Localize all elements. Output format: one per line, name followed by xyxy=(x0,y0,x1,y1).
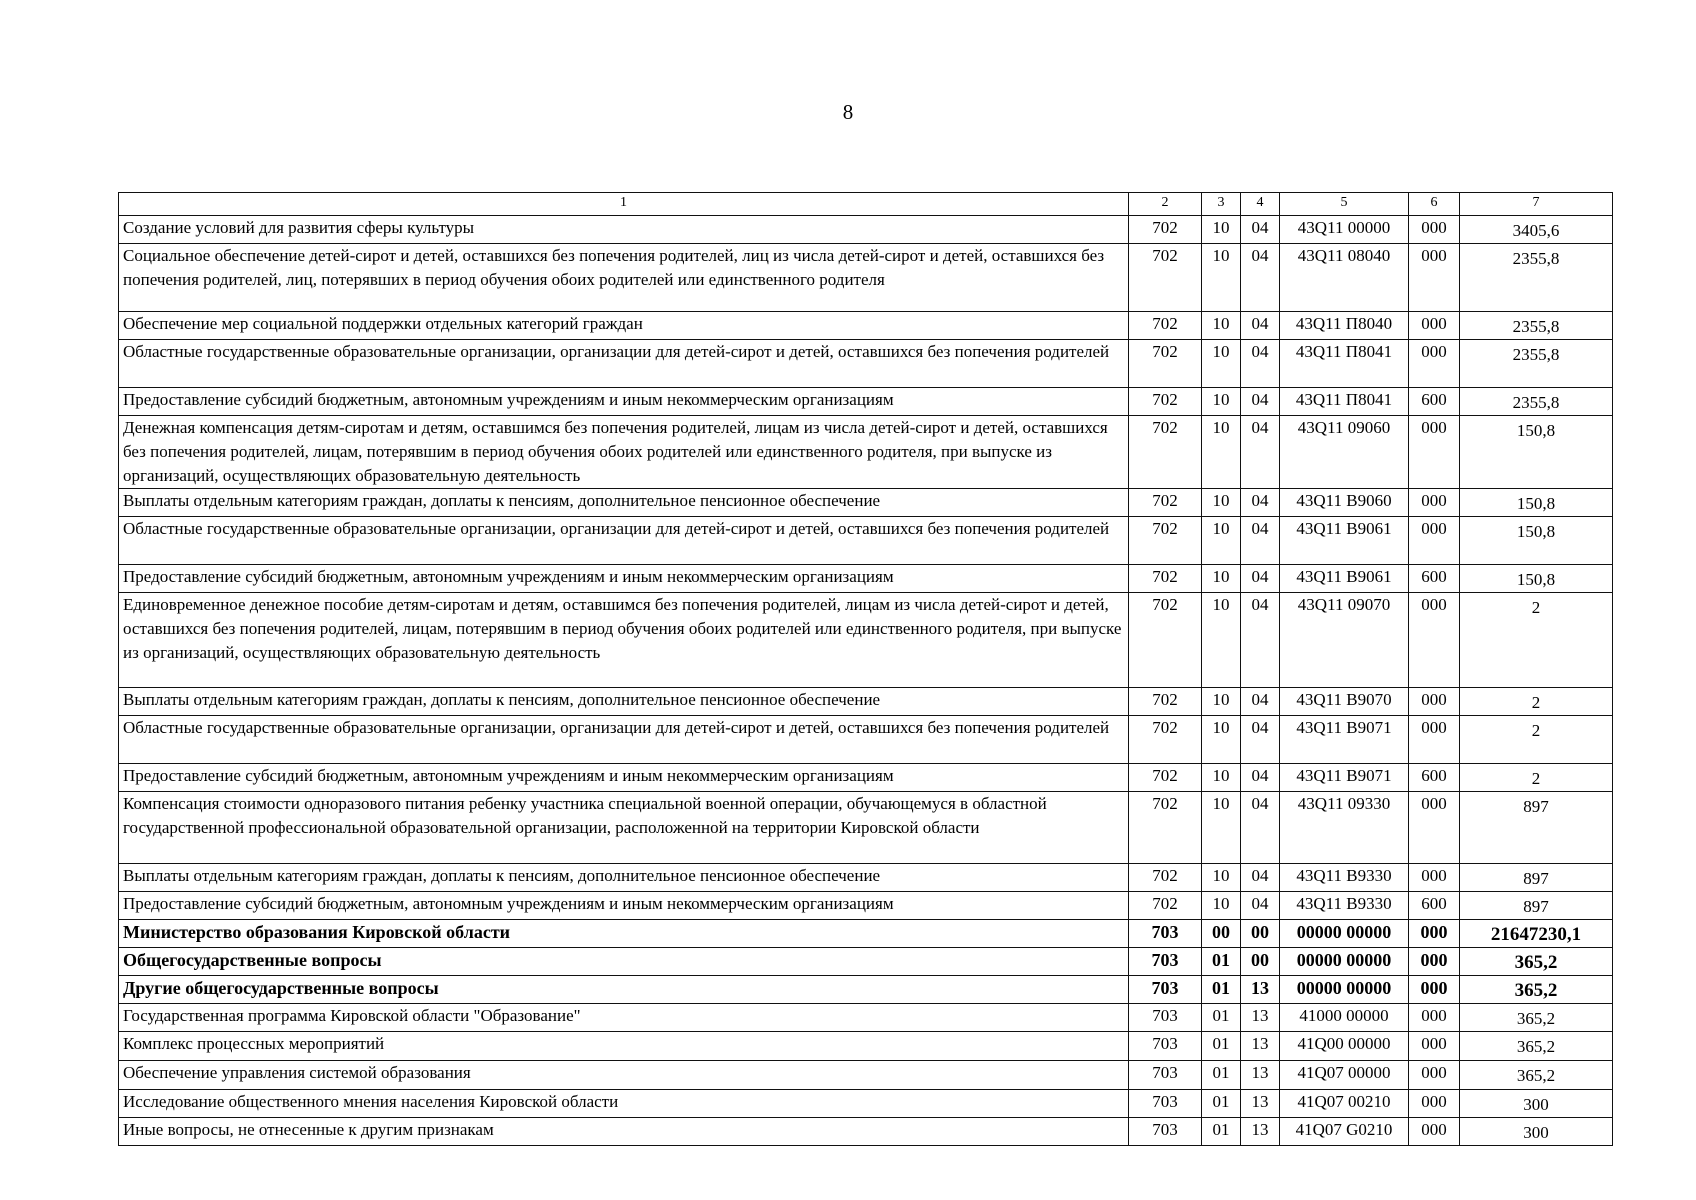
code-4: 04 xyxy=(1241,244,1280,312)
code-3: 01 xyxy=(1202,1090,1241,1118)
table-row xyxy=(119,948,1613,976)
code-5: 43Q11 08040 xyxy=(1280,244,1409,312)
code-4: 04 xyxy=(1241,792,1280,864)
code-4: 04 xyxy=(1241,688,1280,716)
code-6: 000 xyxy=(1409,593,1460,688)
amount: 150,8 xyxy=(1460,489,1613,517)
row-name: Комплекс процессных мероприятий xyxy=(119,1032,1129,1061)
code-2: 702 xyxy=(1129,312,1202,340)
row-name: Областные государственные образовательные организации, организации для детей-сирот и детей, оставшихся без попечения родителей xyxy=(119,517,1129,565)
code-2: 702 xyxy=(1129,517,1202,565)
header-cell-2: 2 xyxy=(1129,193,1202,216)
code-3: 10 xyxy=(1202,688,1241,716)
table-row xyxy=(119,388,1613,416)
code-6: 000 xyxy=(1409,416,1460,489)
code-3: 01 xyxy=(1202,976,1241,1004)
table-row xyxy=(119,764,1613,792)
code-2: 703 xyxy=(1129,976,1202,1004)
code-2: 702 xyxy=(1129,416,1202,489)
code-4: 04 xyxy=(1241,517,1280,565)
table-row xyxy=(119,244,1613,312)
row-name: Обеспечение управления системой образования xyxy=(119,1061,1129,1090)
table-row xyxy=(119,920,1613,948)
amount: 21647230,1 xyxy=(1460,920,1613,948)
code-5: 43Q11 В9061 xyxy=(1280,517,1409,565)
code-4: 04 xyxy=(1241,764,1280,792)
table-row xyxy=(119,1090,1613,1118)
code-6: 000 xyxy=(1409,340,1460,388)
row-name: Областные государственные образовательные организации, организации для детей-сирот и детей, оставшихся без попечения родителей xyxy=(119,716,1129,764)
code-3: 10 xyxy=(1202,892,1241,920)
code-3: 01 xyxy=(1202,1061,1241,1090)
code-2: 702 xyxy=(1129,388,1202,416)
code-6: 000 xyxy=(1409,716,1460,764)
code-2: 702 xyxy=(1129,792,1202,864)
code-3: 01 xyxy=(1202,948,1241,976)
row-name: Государственная программа Кировской области "Образование" xyxy=(119,1004,1129,1032)
code-3: 10 xyxy=(1202,792,1241,864)
row-name: Компенсация стоимости одноразового питания ребенку участника специальной военной операции, обучающемуся в областной государственной профессиональной образовательной организации, расположенной на территории Кировской области xyxy=(119,792,1129,864)
code-2: 702 xyxy=(1129,489,1202,517)
code-4: 04 xyxy=(1241,340,1280,388)
row-name: Иные вопросы, не отнесенные к другим признакам xyxy=(119,1118,1129,1146)
code-4: 00 xyxy=(1241,920,1280,948)
code-5: 43Q11 В9071 xyxy=(1280,716,1409,764)
amount: 300 xyxy=(1460,1090,1613,1118)
row-name: Предоставление субсидий бюджетным, автономным учреждениям и иным некоммерческим организациям xyxy=(119,565,1129,593)
code-6: 000 xyxy=(1409,948,1460,976)
amount: 2 xyxy=(1460,764,1613,792)
code-6: 000 xyxy=(1409,312,1460,340)
row-name: Общегосударственные вопросы xyxy=(119,948,1129,976)
code-4: 00 xyxy=(1241,948,1280,976)
code-4: 13 xyxy=(1241,1090,1280,1118)
code-6: 600 xyxy=(1409,892,1460,920)
table-row xyxy=(119,312,1613,340)
code-4: 04 xyxy=(1241,593,1280,688)
amount: 365,2 xyxy=(1460,976,1613,1004)
code-5: 00000 00000 xyxy=(1280,920,1409,948)
table-row xyxy=(119,1061,1613,1090)
row-name: Социальное обеспечение детей-сирот и детей, оставшихся без попечения родителей, лиц из числа детей-сирот и детей, оставшихся без попечения родителей, лиц, потерявших в период обучения обоих родителей или единственного родителя xyxy=(119,244,1129,312)
code-3: 01 xyxy=(1202,1032,1241,1061)
code-3: 10 xyxy=(1202,565,1241,593)
amount: 365,2 xyxy=(1460,1032,1613,1061)
code-6: 000 xyxy=(1409,1004,1460,1032)
row-name: Единовременное денежное пособие детям-сиротам и детям, оставшимся без попечения родителей, лицам из числа детей-сирот и детей, оставшихся без попечения родителей, лицам, потерявшим в период обучения обоих родителей или единственного родителя, при выпуске из организаций, осуществляющих образовательную деятельность xyxy=(119,593,1129,688)
header-cell-7: 7 xyxy=(1460,193,1613,216)
code-2: 703 xyxy=(1129,920,1202,948)
table-row xyxy=(119,1118,1613,1146)
code-2: 702 xyxy=(1129,565,1202,593)
code-5: 43Q11 В9060 xyxy=(1280,489,1409,517)
code-5: 41Q07 00000 xyxy=(1280,1061,1409,1090)
row-name: Выплаты отдельным категориям граждан, доплаты к пенсиям, дополнительное пенсионное обеспечение xyxy=(119,489,1129,517)
table-row xyxy=(119,976,1613,1004)
row-name: Денежная компенсация детям-сиротам и детям, оставшимся без попечения родителей, лицам из числа детей-сирот и детей, оставшихся без попечения родителей, лицам, потерявшим в период обучения обоих родителей или единственного родителя, при выпуске из организаций, осуществляющих образовательную деятельность xyxy=(119,416,1129,489)
code-3: 10 xyxy=(1202,216,1241,244)
table-row xyxy=(119,1004,1613,1032)
code-5: 43Q11 00000 xyxy=(1280,216,1409,244)
code-6: 000 xyxy=(1409,976,1460,1004)
code-2: 703 xyxy=(1129,948,1202,976)
table-row xyxy=(119,688,1613,716)
code-6: 000 xyxy=(1409,216,1460,244)
code-4: 04 xyxy=(1241,565,1280,593)
table-row xyxy=(119,489,1613,517)
code-5: 00000 00000 xyxy=(1280,948,1409,976)
code-5: 43Q11 09060 xyxy=(1280,416,1409,489)
code-2: 702 xyxy=(1129,593,1202,688)
code-3: 10 xyxy=(1202,864,1241,892)
code-3: 10 xyxy=(1202,764,1241,792)
code-6: 600 xyxy=(1409,764,1460,792)
code-3: 01 xyxy=(1202,1004,1241,1032)
code-6: 000 xyxy=(1409,1118,1460,1146)
code-3: 10 xyxy=(1202,517,1241,565)
code-5: 41000 00000 xyxy=(1280,1004,1409,1032)
code-2: 702 xyxy=(1129,688,1202,716)
code-6: 000 xyxy=(1409,244,1460,312)
row-name: Исследование общественного мнения населения Кировской области xyxy=(119,1090,1129,1118)
header-cell-3: 3 xyxy=(1202,193,1241,216)
row-name: Предоставление субсидий бюджетным, автономным учреждениям и иным некоммерческим организациям xyxy=(119,892,1129,920)
code-6: 000 xyxy=(1409,920,1460,948)
code-6: 000 xyxy=(1409,1061,1460,1090)
code-5: 43Q11 В9330 xyxy=(1280,864,1409,892)
amount: 150,8 xyxy=(1460,565,1613,593)
code-2: 702 xyxy=(1129,716,1202,764)
code-6: 000 xyxy=(1409,517,1460,565)
code-2: 702 xyxy=(1129,864,1202,892)
amount: 365,2 xyxy=(1460,948,1613,976)
table-row xyxy=(119,416,1613,489)
header-cell-6: 6 xyxy=(1409,193,1460,216)
header-cell-5: 5 xyxy=(1280,193,1409,216)
code-5: 43Q11 В9071 xyxy=(1280,764,1409,792)
amount: 2 xyxy=(1460,593,1613,688)
table-row xyxy=(119,517,1613,565)
code-6: 000 xyxy=(1409,864,1460,892)
table-row xyxy=(119,716,1613,764)
code-5: 41Q07 G0210 xyxy=(1280,1118,1409,1146)
code-3: 10 xyxy=(1202,593,1241,688)
code-2: 703 xyxy=(1129,1032,1202,1061)
code-6: 600 xyxy=(1409,388,1460,416)
table-row xyxy=(119,792,1613,864)
code-4: 13 xyxy=(1241,1061,1280,1090)
code-4: 13 xyxy=(1241,1032,1280,1061)
code-4: 04 xyxy=(1241,416,1280,489)
header-cell-1: 1 xyxy=(119,193,1129,216)
table-row xyxy=(119,593,1613,688)
code-2: 702 xyxy=(1129,892,1202,920)
code-5: 43Q11 П8040 xyxy=(1280,312,1409,340)
amount: 2355,8 xyxy=(1460,244,1613,312)
code-5: 41Q00 00000 xyxy=(1280,1032,1409,1061)
row-name: Другие общегосударственные вопросы xyxy=(119,976,1129,1004)
code-4: 04 xyxy=(1241,892,1280,920)
amount: 897 xyxy=(1460,792,1613,864)
code-2: 703 xyxy=(1129,1004,1202,1032)
amount: 897 xyxy=(1460,864,1613,892)
row-name: Выплаты отдельным категориям граждан, доплаты к пенсиям, дополнительное пенсионное обеспечение xyxy=(119,688,1129,716)
code-3: 10 xyxy=(1202,489,1241,517)
code-6: 000 xyxy=(1409,688,1460,716)
code-4: 13 xyxy=(1241,1004,1280,1032)
code-4: 13 xyxy=(1241,1118,1280,1146)
code-4: 04 xyxy=(1241,489,1280,517)
code-3: 10 xyxy=(1202,340,1241,388)
code-5: 43Q11 В9070 xyxy=(1280,688,1409,716)
row-name: Предоставление субсидий бюджетным, автономным учреждениям и иным некоммерческим организациям xyxy=(119,388,1129,416)
code-2: 702 xyxy=(1129,340,1202,388)
code-5: 41Q07 00210 xyxy=(1280,1090,1409,1118)
code-5: 43Q11 09070 xyxy=(1280,593,1409,688)
table-row xyxy=(119,216,1613,244)
code-2: 703 xyxy=(1129,1118,1202,1146)
code-4: 04 xyxy=(1241,388,1280,416)
code-2: 702 xyxy=(1129,216,1202,244)
amount: 150,8 xyxy=(1460,517,1613,565)
code-4: 04 xyxy=(1241,216,1280,244)
code-5: 43Q11 П8041 xyxy=(1280,388,1409,416)
amount: 2355,8 xyxy=(1460,312,1613,340)
row-name: Министерство образования Кировской области xyxy=(119,920,1129,948)
code-6: 000 xyxy=(1409,1090,1460,1118)
code-5: 00000 00000 xyxy=(1280,976,1409,1004)
header-cell-4: 4 xyxy=(1241,193,1280,216)
code-4: 04 xyxy=(1241,716,1280,764)
code-2: 702 xyxy=(1129,244,1202,312)
amount: 300 xyxy=(1460,1118,1613,1146)
code-3: 10 xyxy=(1202,416,1241,489)
amount: 2 xyxy=(1460,688,1613,716)
table-row xyxy=(119,864,1613,892)
code-2: 702 xyxy=(1129,764,1202,792)
table-row xyxy=(119,565,1613,593)
code-5: 43Q11 В9061 xyxy=(1280,565,1409,593)
code-5: 43Q11 09330 xyxy=(1280,792,1409,864)
amount: 2355,8 xyxy=(1460,340,1613,388)
code-6: 000 xyxy=(1409,489,1460,517)
row-name: Предоставление субсидий бюджетным, автономным учреждениям и иным некоммерческим организациям xyxy=(119,764,1129,792)
row-name: Обеспечение мер социальной поддержки отдельных категорий граждан xyxy=(119,312,1129,340)
code-6: 000 xyxy=(1409,792,1460,864)
amount: 365,2 xyxy=(1460,1061,1613,1090)
table-row xyxy=(119,340,1613,388)
code-6: 000 xyxy=(1409,1032,1460,1061)
code-2: 703 xyxy=(1129,1090,1202,1118)
amount: 365,2 xyxy=(1460,1004,1613,1032)
code-3: 10 xyxy=(1202,244,1241,312)
amount: 2355,8 xyxy=(1460,388,1613,416)
code-4: 04 xyxy=(1241,864,1280,892)
header-row xyxy=(119,193,1613,216)
code-5: 43Q11 П8041 xyxy=(1280,340,1409,388)
table-row xyxy=(119,892,1613,920)
row-name: Создание условий для развития сферы культуры xyxy=(119,216,1129,244)
code-6: 600 xyxy=(1409,565,1460,593)
amount: 3405,6 xyxy=(1460,216,1613,244)
budget-table xyxy=(118,192,1613,1146)
code-3: 10 xyxy=(1202,716,1241,764)
table-row xyxy=(119,1032,1613,1061)
code-3: 10 xyxy=(1202,312,1241,340)
code-5: 43Q11 В9330 xyxy=(1280,892,1409,920)
code-3: 01 xyxy=(1202,1118,1241,1146)
code-3: 00 xyxy=(1202,920,1241,948)
row-name: Областные государственные образовательные организации, организации для детей-сирот и детей, оставшихся без попечения родителей xyxy=(119,340,1129,388)
code-3: 10 xyxy=(1202,388,1241,416)
code-2: 703 xyxy=(1129,1061,1202,1090)
code-4: 04 xyxy=(1241,312,1280,340)
amount: 150,8 xyxy=(1460,416,1613,489)
page-number: 8 xyxy=(842,100,854,124)
amount: 897 xyxy=(1460,892,1613,920)
row-name: Выплаты отдельным категориям граждан, доплаты к пенсиям, дополнительное пенсионное обеспечение xyxy=(119,864,1129,892)
amount: 2 xyxy=(1460,716,1613,764)
code-4: 13 xyxy=(1241,976,1280,1004)
